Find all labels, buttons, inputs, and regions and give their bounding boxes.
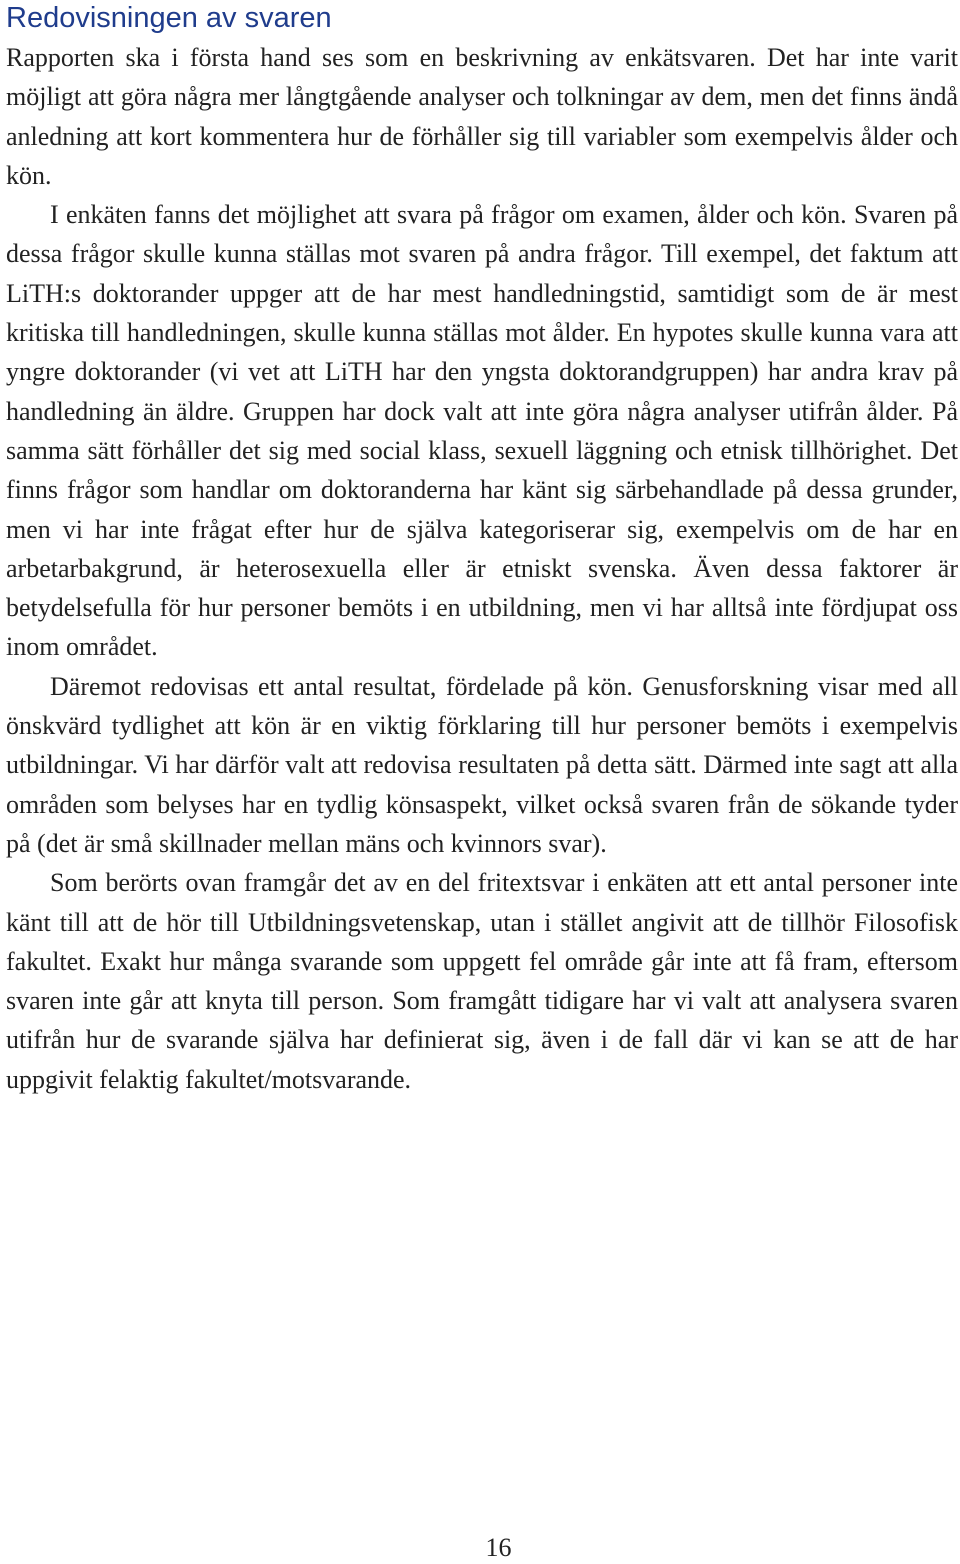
page-number: 16: [485, 1533, 512, 1562]
body-text: [6, 38, 958, 1099]
paragraph-4: Som berörts ovan framgår det av en del fritextsvar i enkäten att ett antal personer inte känt till att de hör till Utbildningsvetenskap, utan i stället angivit att de tillhör Filosofisk fakultet. Exakt hur många svarande som uppgett fel område går inte att få fram, eftersom svaren inte går att knyta till person. Som framgått tidigare har vi valt att analysera svaren utifrån hur de svarande själva har definierat sig, även i de fall där vi kan se att de har uppgivit felaktig fakultet/motsvarande.: [6, 868, 958, 1094]
paragraph-3: Däremot redovisas ett antal resultat, fördelade på kön. Genusforskning visar med all önskvärd tydlighet att kön är en viktig förklaring till hur personer bemöts i exempelvis utbildningar. Vi har därför valt att redovisa resultaten på detta sätt. Därmed inte sagt att alla områden som belyses har en tydlig könsaspekt, vilket också svaren från de sökande tyder på (det är små skillnader mellan mäns och kvinnors svar).: [6, 671, 958, 858]
section-heading: Redovisningen av svaren: [6, 2, 332, 34]
paragraph-1: Rapporten ska i första hand ses som en beskrivning av enkätsvaren. Det har inte varit möjligt att göra några mer långtgående analyser och tolkningar av dem, men det finns ändå anledning att kort kommentera hur de förhåller sig till variabler som exempelvis ålder och kön.: [6, 43, 958, 190]
paragraph-2: I enkäten fanns det möjlighet att svara på frågor om examen, ålder och kön. Svaren på dessa frågor skulle kunna ställas mot svaren på andra frågor. Till exempel, det faktum att LiTH:s doktorander uppger att de har mest handledningstid, samtidigt som de är mest kritiska till handledningen, skulle kunna ställas mot ålder. En hypotes skulle kunna vara att yngre doktorander (vi vet att LiTH har den yngsta doktorandgruppen) har andra krav på handledning än äldre. Gruppen har dock valt att inte göra några analyser utifrån ålder. På samma sätt förhåller det sig med social klass, sexuell läggning och etnisk tillhörighet. Det finns frågor som handlar om doktoranderna har känt sig särbehandlade på dessa grunder, men vi har inte frågat efter hur de själva kategoriserar sig, exempelvis om de har en arbetarbakgrund, är heterosexuella eller är etniskt svenska. Även dessa faktorer är betydelsefulla för hur personer bemöts i en utbildning, men vi har alltså inte fördjupat oss inom området.: [6, 200, 958, 662]
